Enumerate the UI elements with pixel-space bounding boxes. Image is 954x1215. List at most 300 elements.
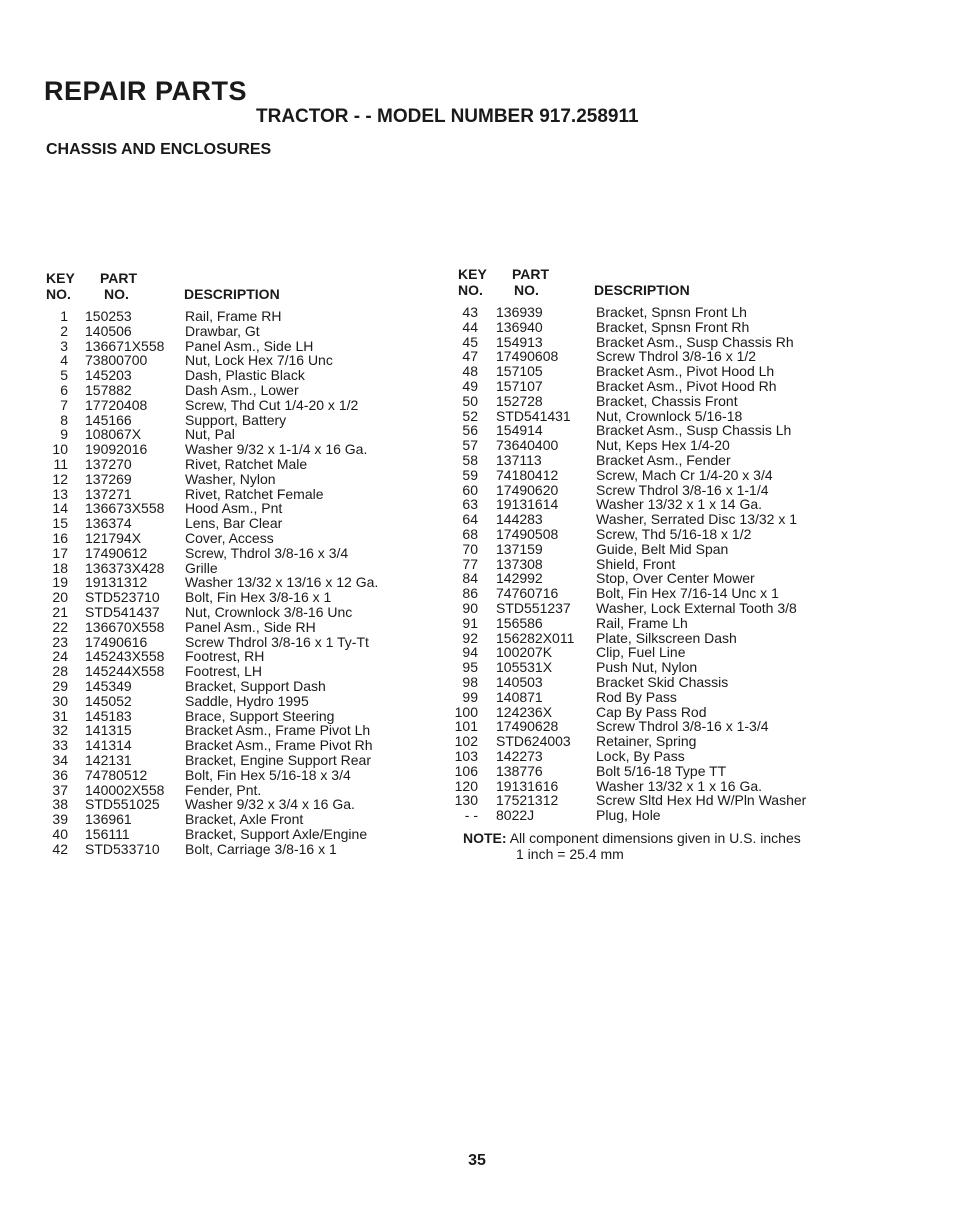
parts-row — [40, 575, 440, 590]
parts-row — [40, 605, 440, 620]
parts-row — [40, 694, 440, 709]
key-number: 38 — [52, 796, 68, 813]
key-number: 9 — [60, 426, 68, 443]
section-heading: CHASSIS AND ENCLOSURES — [46, 141, 272, 158]
part-number: 137269 — [85, 470, 132, 487]
key-number: 70 — [462, 540, 478, 557]
key-number: 103 — [454, 747, 478, 764]
part-number: 74780512 — [85, 766, 148, 783]
parts-row — [40, 546, 440, 561]
part-number: 17521312 — [496, 792, 559, 809]
part-description: Bracket Skid Chassis — [596, 673, 729, 690]
part-description: Rivet, Ratchet Female — [185, 485, 324, 502]
part-header-line2: NO. — [104, 286, 129, 302]
key-number: 15 — [52, 515, 68, 532]
part-number: 108067X — [85, 426, 142, 443]
part-number: 19131614 — [496, 496, 559, 513]
key-number: 21 — [52, 603, 68, 620]
left-parts-list — [40, 309, 440, 856]
part-number: 157105 — [496, 363, 543, 380]
key-number: 28 — [52, 663, 68, 680]
left-column-headers — [46, 270, 346, 306]
part-description: Support, Battery — [185, 411, 287, 428]
part-number: 105531X — [496, 659, 553, 676]
part-number: 136673X558 — [85, 500, 165, 517]
part-description: Bracket, Chassis Front — [596, 392, 738, 409]
parts-row — [40, 812, 440, 827]
part-description: Washer 9/32 x 1-1/4 x 16 Ga. — [185, 441, 368, 458]
parts-row — [450, 675, 850, 690]
note-line2: 1 inch = 25.4 mm — [516, 846, 624, 862]
part-number: 157107 — [496, 377, 543, 394]
part-number: 17490608 — [496, 348, 559, 365]
part-header-line1: PART — [512, 266, 550, 282]
part-description: Bolt, Carriage 3/8-16 x 1 — [185, 840, 337, 857]
part-description: Washer 13/32 x 13/16 x 12 Ga. — [185, 574, 379, 591]
part-description: Fender, Pnt. — [185, 781, 262, 798]
part-number: 145052 — [85, 692, 132, 709]
part-number: STD551025 — [85, 796, 160, 813]
part-number: 73800700 — [85, 352, 148, 369]
right-parts-list — [450, 305, 850, 823]
part-description: Panel Asm., Side RH — [185, 618, 316, 635]
key-number: 64 — [462, 511, 478, 528]
key-number: 84 — [462, 570, 478, 587]
part-description: Footrest, LH — [185, 663, 263, 680]
key-number: 7 — [60, 396, 68, 413]
key-number: 50 — [462, 392, 478, 409]
part-number: 157882 — [85, 381, 132, 398]
key-number: 102 — [454, 733, 478, 750]
part-number: 141315 — [85, 722, 132, 739]
parts-row — [450, 542, 850, 557]
part-number: 145243X558 — [85, 648, 165, 665]
part-number: 137271 — [85, 485, 132, 502]
part-description: Screw Thdrol 3/8-16 x 1 Ty-Tt — [185, 633, 369, 650]
parts-row — [40, 664, 440, 679]
key-number: 4 — [60, 352, 68, 369]
description-header: DESCRIPTION — [594, 282, 690, 298]
parts-row — [40, 472, 440, 487]
part-number: 73640400 — [496, 437, 559, 454]
part-number: 136373X428 — [85, 559, 165, 576]
key-header-line1: KEY — [458, 266, 487, 282]
part-number: STD533710 — [85, 840, 160, 857]
key-number: 36 — [52, 766, 68, 783]
part-number: 136374 — [85, 515, 132, 532]
key-number: 8 — [60, 411, 68, 428]
part-description: Rail, Frame Lh — [596, 614, 688, 631]
part-description: Shield, Front — [596, 555, 676, 572]
parts-row — [40, 620, 440, 635]
part-number: 121794X — [85, 529, 142, 546]
part-number: 141314 — [85, 737, 132, 754]
parts-row — [450, 453, 850, 468]
dimension-note — [463, 830, 801, 862]
key-number: 56 — [462, 422, 478, 439]
parts-row — [450, 601, 850, 616]
parts-row — [450, 631, 850, 646]
part-description: Bracket, Engine Support Rear — [185, 751, 371, 768]
part-number: 142273 — [496, 747, 543, 764]
part-number: 17490508 — [496, 525, 559, 542]
part-number: 19131312 — [85, 574, 148, 591]
part-number: 17720408 — [85, 396, 148, 413]
key-number: 101 — [454, 718, 478, 735]
parts-row — [40, 768, 440, 783]
part-description: Bracket, Spnsn Front Lh — [596, 304, 747, 320]
part-number: 8022J — [496, 807, 535, 824]
part-description: Brace, Support Steering — [185, 707, 335, 724]
parts-row — [450, 705, 850, 720]
key-number: 31 — [52, 707, 68, 724]
parts-row — [40, 309, 440, 324]
part-number: 136939 — [496, 304, 543, 320]
parts-row — [40, 783, 440, 798]
key-number: 11 — [53, 455, 68, 472]
part-number: 145349 — [85, 677, 132, 694]
part-number: 19131616 — [496, 777, 559, 794]
key-number: 12 — [52, 470, 68, 487]
part-description: Grille — [185, 559, 218, 576]
part-number: STD523710 — [85, 589, 160, 606]
key-number: 63 — [462, 496, 478, 513]
part-description: Nut, Pal — [185, 426, 235, 443]
parts-row — [450, 690, 850, 705]
part-description: Washer 9/32 x 3/4 x 16 Ga. — [185, 796, 355, 813]
key-number: 20 — [52, 589, 68, 606]
key-number: 6 — [60, 381, 68, 398]
part-description: Guide, Belt Mid Span — [596, 540, 729, 557]
part-number: 138776 — [496, 762, 543, 779]
part-number: STD541431 — [496, 407, 571, 424]
parts-row — [40, 827, 440, 842]
part-description: Bracket Asm., Susp Chassis Rh — [596, 333, 794, 350]
parts-row — [450, 497, 850, 512]
part-header-line2: NO. — [514, 282, 539, 298]
parts-row — [450, 586, 850, 601]
part-description: Bracket Asm., Pivot Hood Rh — [596, 377, 777, 394]
key-number: 92 — [462, 629, 478, 646]
key-number: 91 — [462, 614, 478, 631]
parts-row — [40, 753, 440, 768]
key-number: 44 — [462, 318, 478, 335]
part-description: Drawbar, Gt — [185, 322, 260, 339]
key-number: 90 — [462, 599, 478, 616]
key-header-line2: NO. — [46, 286, 71, 302]
key-number: 42 — [52, 840, 68, 857]
part-number: 156586 — [496, 614, 543, 631]
key-number: 59 — [462, 466, 478, 483]
key-number: 2 — [60, 322, 68, 339]
part-description: Bolt, Fin Hex 7/16-14 Unc x 1 — [596, 585, 779, 602]
part-description: Bracket, Support Axle/Engine — [185, 825, 368, 842]
parts-row — [450, 423, 850, 438]
part-description: Washer, Nylon — [185, 470, 276, 487]
key-number: - - — [464, 807, 478, 824]
parts-row — [450, 320, 850, 335]
parts-row — [40, 368, 440, 383]
parts-row — [40, 561, 440, 576]
part-number: 144283 — [496, 511, 543, 528]
part-description: Screw Thdrol 3/8-16 x 1-1/4 — [596, 481, 769, 498]
part-description: Dash Asm., Lower — [185, 381, 299, 398]
part-description: Lock, By Pass — [596, 747, 685, 764]
part-number: 154913 — [496, 333, 543, 350]
part-number: 19092016 — [85, 441, 148, 458]
parts-row — [40, 457, 440, 472]
part-description: Saddle, Hydro 1995 — [185, 692, 309, 709]
key-number: 13 — [52, 485, 68, 502]
key-number: 16 — [52, 529, 68, 546]
key-number: 17 — [52, 544, 68, 561]
key-number: 49 — [462, 377, 478, 394]
part-description: Rail, Frame RH — [185, 308, 282, 324]
part-number: 136940 — [496, 318, 543, 335]
parts-row — [450, 808, 850, 823]
part-number: 17490616 — [85, 633, 148, 650]
parts-row — [450, 779, 850, 794]
part-number: STD551237 — [496, 599, 571, 616]
page-number: 35 — [468, 1152, 486, 1169]
parts-row — [40, 353, 440, 368]
key-number: 60 — [462, 481, 478, 498]
part-description: Nut, Lock Hex 7/16 Unc — [185, 352, 333, 369]
part-number: 142131 — [85, 751, 132, 768]
key-number: 40 — [52, 825, 68, 842]
part-number: 145166 — [85, 411, 132, 428]
part-description: Footrest, RH — [185, 648, 265, 665]
part-description: Dash, Plastic Black — [185, 367, 305, 384]
part-number: 140503 — [496, 673, 543, 690]
parts-row — [450, 364, 850, 379]
parts-row — [40, 738, 440, 753]
part-number: 137113 — [496, 451, 542, 468]
key-number: 57 — [462, 437, 478, 454]
key-number: 3 — [60, 337, 68, 354]
part-number: 136670X558 — [85, 618, 165, 635]
part-description: Bracket Asm., Frame Pivot Rh — [185, 737, 373, 754]
part-number: 74180412 — [496, 466, 559, 483]
part-description: Bolt 5/16-18 Type TT — [596, 762, 727, 779]
part-description: Screw, Thd Cut 1/4-20 x 1/2 — [185, 396, 359, 413]
parts-row — [40, 842, 440, 857]
key-number: 1 — [60, 308, 68, 324]
key-number: 32 — [52, 722, 68, 739]
part-description: Bolt, Fin Hex 5/16-18 x 3/4 — [185, 766, 351, 783]
part-description: Bolt, Fin Hex 3/8-16 x 1 — [185, 589, 332, 606]
part-description: Nut, Crownlock 5/16-18 — [596, 407, 743, 424]
key-number: 58 — [462, 451, 478, 468]
part-description: Washer 13/32 x 1 x 14 Ga. — [596, 496, 763, 513]
page-title: REPAIR PARTS — [44, 76, 248, 106]
parts-row — [450, 335, 850, 350]
parts-row — [40, 679, 440, 694]
part-number: 17490612 — [85, 544, 148, 561]
key-number: 120 — [454, 777, 478, 794]
key-number: 48 — [462, 363, 478, 380]
part-description: Cover, Access — [185, 529, 274, 546]
part-description: Retainer, Spring — [596, 733, 697, 750]
parts-row — [450, 438, 850, 453]
key-number: 130 — [454, 792, 478, 809]
parts-row — [450, 305, 850, 320]
key-header-line1: KEY — [46, 270, 75, 286]
parts-row — [450, 409, 850, 424]
parts-row — [450, 645, 850, 660]
part-number: 17490628 — [496, 718, 559, 735]
parts-row — [450, 793, 850, 808]
part-description: Rivet, Ratchet Male — [185, 455, 308, 472]
key-number: 19 — [52, 574, 68, 591]
key-number: 45 — [462, 333, 478, 350]
part-header-line1: PART — [100, 270, 138, 286]
part-number: 137159 — [496, 540, 543, 557]
part-description: Push Nut, Nylon — [596, 659, 698, 676]
parts-row — [40, 413, 440, 428]
parts-row — [40, 723, 440, 738]
parts-row — [450, 734, 850, 749]
part-description: Nut, Crownlock 3/8-16 Unc — [185, 603, 353, 620]
key-number: 5 — [60, 367, 68, 384]
part-number: 17490620 — [496, 481, 559, 498]
part-number: 136961 — [85, 811, 132, 828]
key-number: 98 — [462, 673, 478, 690]
part-description: Panel Asm., Side LH — [185, 337, 314, 354]
key-number: 18 — [52, 559, 68, 576]
key-number: 24 — [52, 648, 68, 665]
key-number: 14 — [52, 500, 68, 517]
parts-row — [40, 442, 440, 457]
part-number: 137308 — [496, 555, 543, 572]
key-number: 43 — [462, 304, 478, 320]
part-number: 100207K — [496, 644, 553, 661]
part-number: 140002X558 — [85, 781, 165, 798]
part-description: Screw Thdrol 3/8-16 x 1/2 — [596, 348, 757, 365]
key-number: 33 — [52, 737, 68, 754]
parts-row — [450, 394, 850, 409]
part-number: STD624003 — [496, 733, 571, 750]
parts-row — [450, 468, 850, 483]
note-line1: All component dimensions given in U.S. inches — [509, 830, 801, 846]
part-number: 156111 — [85, 825, 130, 842]
parts-row — [450, 527, 850, 542]
part-description: Nut, Keps Hex 1/4-20 — [596, 437, 730, 454]
parts-row — [450, 512, 850, 527]
parts-row — [450, 379, 850, 394]
parts-row — [40, 797, 440, 812]
part-number: 145244X558 — [85, 663, 165, 680]
parts-row — [450, 764, 850, 779]
part-description: Washer, Serrated Disc 13/32 x 1 — [596, 511, 798, 528]
part-number: 145183 — [85, 707, 132, 724]
key-number: 22 — [52, 618, 68, 635]
part-description: Hood Asm., Pnt — [185, 500, 283, 517]
part-description: Plug, Hole — [596, 807, 661, 824]
parts-row — [40, 590, 440, 605]
parts-row — [40, 709, 440, 724]
model-subtitle: TRACTOR - - MODEL NUMBER 917.258911 — [256, 106, 639, 127]
part-description: Bracket Asm., Susp Chassis Lh — [596, 422, 792, 439]
parts-row — [40, 427, 440, 442]
part-description: Bracket, Axle Front — [185, 811, 304, 828]
part-description: Bracket Asm., Pivot Hood Lh — [596, 363, 775, 380]
key-number: 77 — [462, 555, 478, 572]
parts-row — [40, 487, 440, 502]
key-number: 30 — [52, 692, 68, 709]
parts-row — [40, 339, 440, 354]
part-description: Clip, Fuel Line — [596, 644, 686, 661]
part-number: 140871 — [496, 688, 543, 705]
part-number: 145203 — [85, 367, 132, 384]
part-description: Bracket Asm., Fender — [596, 451, 731, 468]
key-number: 94 — [462, 644, 478, 661]
parts-row — [40, 501, 440, 516]
part-description: Plate, Silkscreen Dash — [596, 629, 737, 646]
part-number: 156282X011 — [496, 629, 575, 646]
part-number: 140506 — [85, 322, 132, 339]
part-description: Bracket, Spnsn Front Rh — [596, 318, 750, 335]
part-number: 136671X558 — [85, 337, 165, 354]
parts-row — [40, 635, 440, 650]
key-number: 52 — [462, 407, 478, 424]
parts-row — [450, 571, 850, 586]
part-description: Screw, Mach Cr 1/4-20 x 3/4 — [596, 466, 773, 483]
note-label: NOTE: — [463, 830, 507, 846]
part-description: Stop, Over Center Mower — [596, 570, 755, 587]
part-number: 150253 — [85, 308, 132, 324]
part-description: Washer 13/32 x 1 x 16 Ga. — [596, 777, 763, 794]
part-description: Cap By Pass Rod — [596, 703, 707, 720]
parts-row — [40, 649, 440, 664]
key-number: 86 — [462, 585, 478, 602]
part-number: 154914 — [496, 422, 543, 439]
parts-row — [450, 349, 850, 364]
description-header: DESCRIPTION — [184, 286, 280, 302]
key-number: 100 — [454, 703, 478, 720]
part-description: Screw Sltd Hex Hd W/Pln Washer — [596, 792, 807, 809]
part-number: 74760716 — [496, 585, 559, 602]
parts-row — [450, 483, 850, 498]
parts-row — [40, 516, 440, 531]
key-number: 99 — [462, 688, 478, 705]
part-description: Washer, Lock External Tooth 3/8 — [596, 599, 797, 616]
key-number: 68 — [462, 525, 478, 542]
part-description: Bracket Asm., Frame Pivot Lh — [185, 722, 371, 739]
key-number: 10 — [52, 441, 68, 458]
parts-row — [40, 531, 440, 546]
parts-row — [450, 616, 850, 631]
key-number: 29 — [52, 677, 68, 694]
parts-row — [450, 660, 850, 675]
key-number: 39 — [52, 811, 68, 828]
part-number: 142992 — [496, 570, 543, 587]
part-number: 137270 — [85, 455, 132, 472]
key-number: 23 — [52, 633, 68, 650]
parts-row — [40, 398, 440, 413]
parts-row — [450, 749, 850, 764]
parts-row — [40, 324, 440, 339]
part-number: 124236X — [496, 703, 553, 720]
parts-row — [450, 557, 850, 572]
parts-row — [40, 383, 440, 398]
part-number: 152728 — [496, 392, 543, 409]
key-number: 34 — [52, 751, 68, 768]
part-description: Lens, Bar Clear — [185, 515, 283, 532]
key-number: 47 — [462, 348, 478, 365]
parts-row — [450, 719, 850, 734]
part-description: Bracket, Support Dash — [185, 677, 326, 694]
